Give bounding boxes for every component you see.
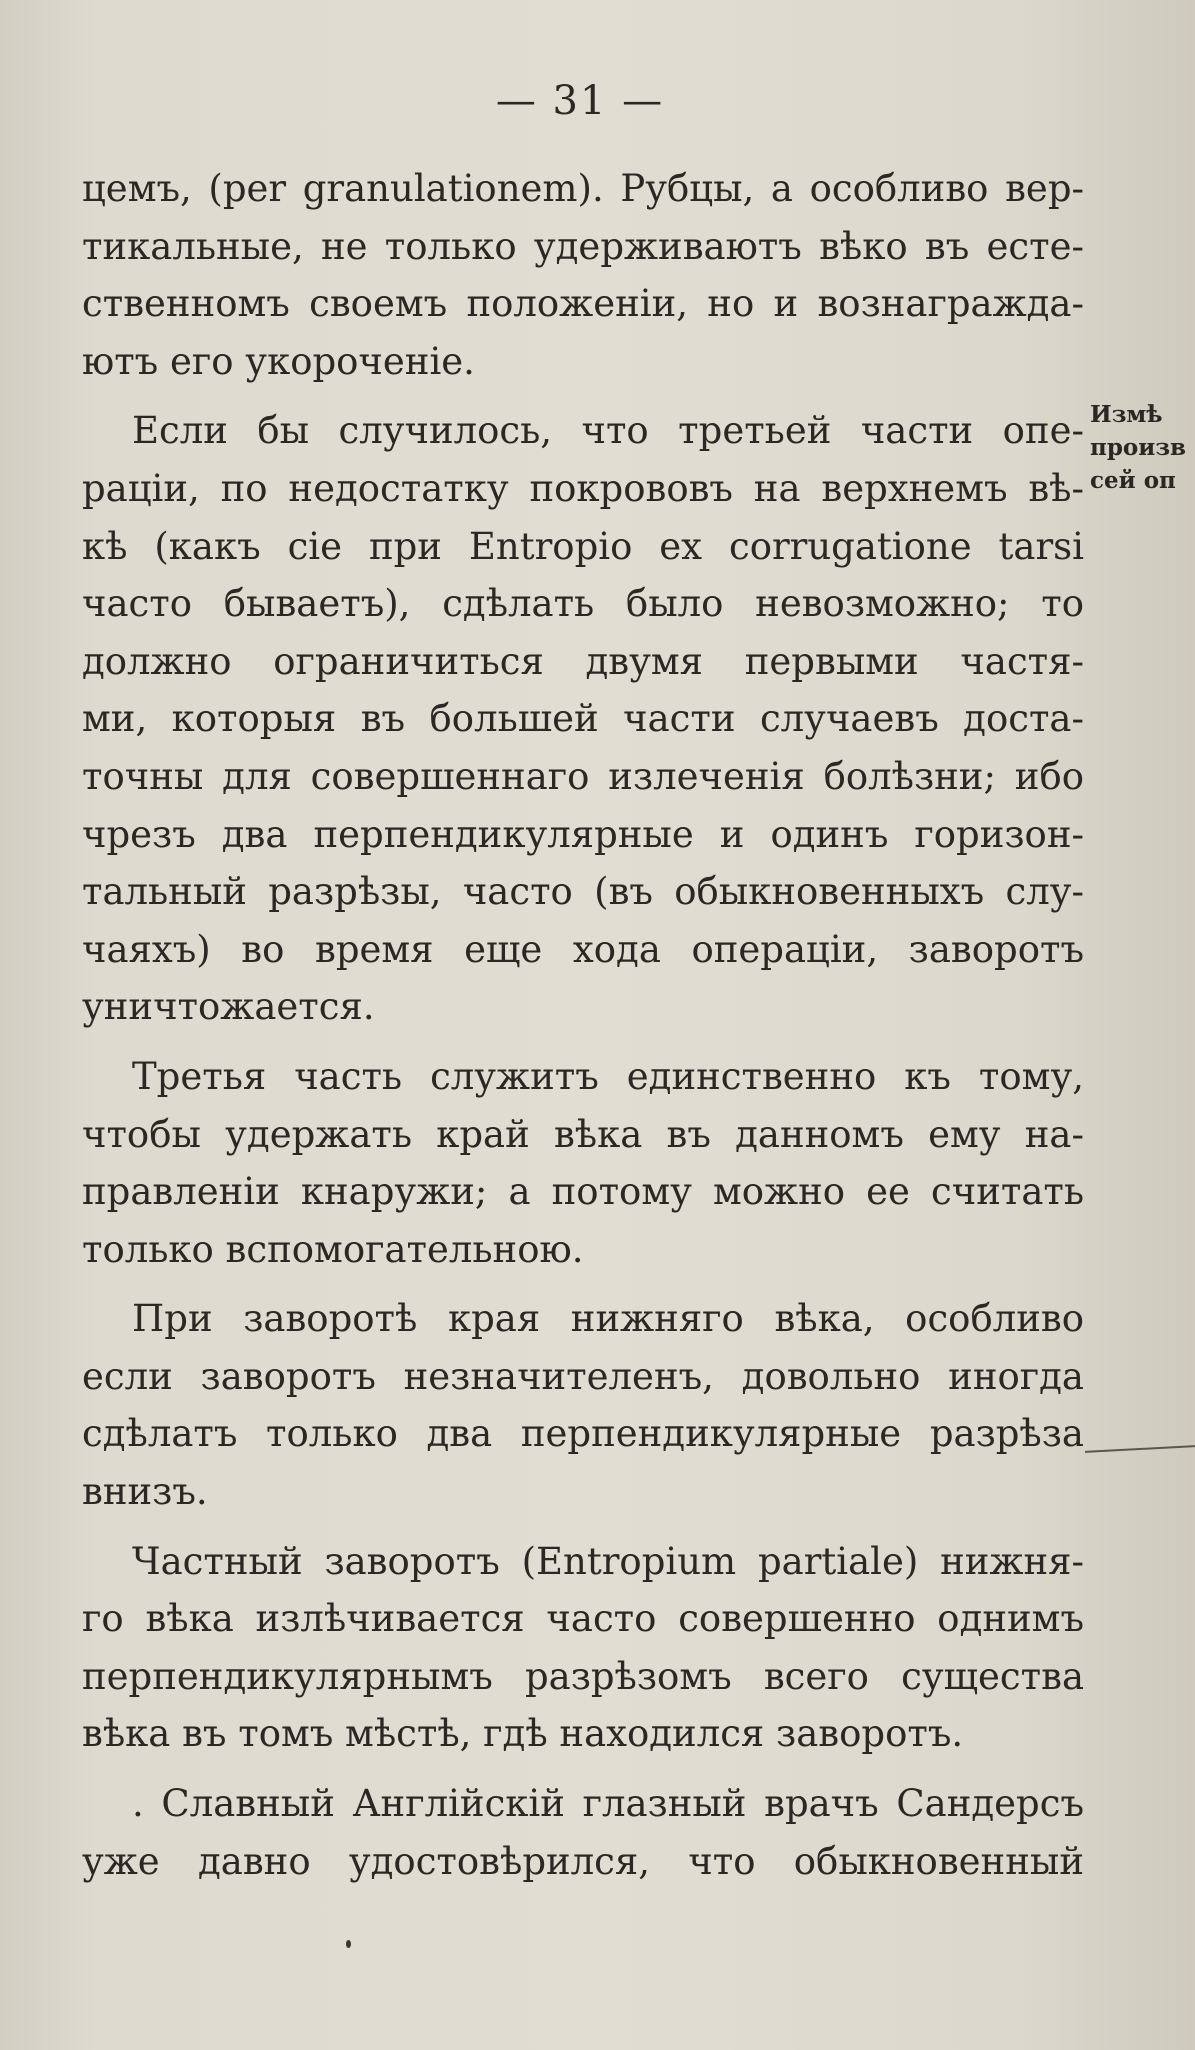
text-line: ми, которыя въ большей части случаевъ доста- xyxy=(82,697,1084,741)
margin-note-line: Измѣ xyxy=(1090,401,1163,428)
text-line: часто бываетъ), сдѣлать было невозможно; то xyxy=(82,582,1084,626)
page-number: — 31 — xyxy=(495,78,665,124)
text-line: Частный заворотъ (Entropium partiale) нижня- xyxy=(132,1539,1084,1583)
paragraph-5 xyxy=(82,1533,1084,1763)
text-line: ственномъ своемъ положенiи, но и вознагражда- xyxy=(82,282,1084,326)
text-line: ютъ его укороченie. xyxy=(82,339,475,383)
text-line: правленiи кнаружи; а потому можно ее считать xyxy=(82,1170,1084,1214)
text-line: только вспомогательною. xyxy=(82,1227,584,1271)
body-text xyxy=(82,160,1084,1902)
text-line: чаяхъ) во время еще хода операцiи, заворотъ xyxy=(82,927,1084,971)
text-line: цемъ, (per granulationem). Рубцы, а особливо вер- xyxy=(82,167,1084,210)
text-line: го вѣка излѣчивается часто совершенно однимъ xyxy=(82,1597,1084,1641)
paragraph-1 xyxy=(82,160,1084,390)
text-line: Третья часть служитъ единственно къ тому, xyxy=(132,1054,1084,1098)
text-line: При заворотѣ края нижняго вѣка, особливо xyxy=(132,1297,1084,1341)
paragraph-6 xyxy=(82,1775,1084,1890)
text-line: внизъ. xyxy=(82,1470,208,1514)
text-line: рацiи, по недостатку покрововъ на верхнемъ вѣ- xyxy=(82,466,1084,510)
paragraph-2 xyxy=(82,402,1084,1036)
text-line: точны для совершеннаго излеченiя болѣзни; ибо xyxy=(82,754,1084,798)
text-line: тальный разрѣзы, часто (въ обыкновенныхъ слу- xyxy=(82,870,1084,914)
text-line: сдѣлатъ только два перпендикулярные разрѣза xyxy=(82,1412,1084,1456)
paragraph-3 xyxy=(82,1048,1084,1278)
text-line: должно ограничиться двумя первыми частя- xyxy=(82,639,1084,683)
text-line: тикальные, не только удерживаютъ вѣко въ есте- xyxy=(82,224,1084,268)
text-line: перпендикулярнымъ разрѣзомъ всего существа xyxy=(82,1654,1084,1698)
text-line: . Славный Англiйскiй глазный врачъ Сандерсъ xyxy=(132,1782,1084,1826)
text-line: уже давно удостовѣрился, что обыкновенный xyxy=(82,1839,1084,1883)
paragraph-4 xyxy=(82,1290,1084,1520)
text-line: Если бы случилось, что третьей части опе- xyxy=(132,409,1084,453)
text-line: уничтожается. xyxy=(82,985,375,1029)
text-line: чтобы удержать край вѣка въ данномъ ему на- xyxy=(82,1112,1084,1156)
text-line: чрезъ два перпендикулярные и одинъ горизон- xyxy=(82,812,1084,856)
text-line: кѣ (какъ сie при Entropio ex corrugatione tarsi xyxy=(82,524,1084,568)
margin-note xyxy=(1090,398,1186,497)
text-line: вѣка въ томъ мѣстѣ, гдѣ находился заворотъ. xyxy=(82,1712,964,1756)
ink-speck xyxy=(346,1940,351,1948)
pencil-mark xyxy=(1085,1445,1195,1453)
margin-note-line: сей оп xyxy=(1090,467,1176,494)
text-line: если заворотъ незначителенъ, довольно иногда xyxy=(82,1354,1084,1398)
margin-note-line: произв xyxy=(1090,434,1186,461)
